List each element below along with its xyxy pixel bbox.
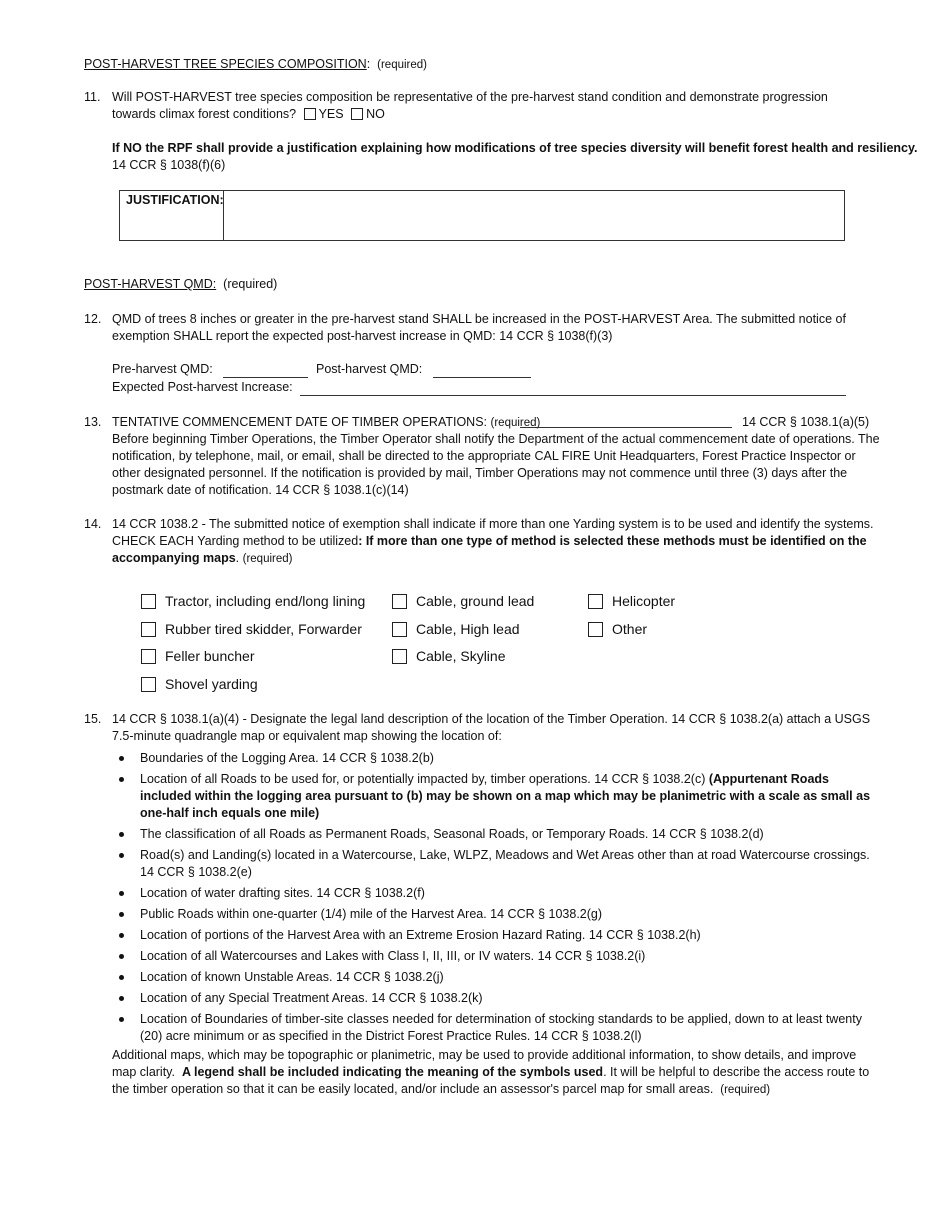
qmd-required: (required) xyxy=(223,277,278,291)
q13-citation: 14 CCR § 1038.1(a)(5) xyxy=(742,415,870,429)
q13-text: Before beginning Timber Operations, the Timber Operator shall notify the Department of the actual commencement date of operations. The notification, by telephone, mail, or email, shall be directed to the appropriate CAL FIRE Unit Headquarters, Forest Practice Inspector or other designated personnel. If the notification is provided by mail, Timber Operations may not commence until three (3) days after the postmark date of notification. 14 CCR § 1038.1(c)(14) xyxy=(112,432,880,497)
question-14 xyxy=(84,516,874,568)
method-other-label: Other xyxy=(612,621,648,637)
qmd-heading xyxy=(84,277,277,291)
q13-title: TENTATIVE COMMENCEMENT DATE OF TIMBER OPERATIONS: xyxy=(112,415,488,429)
post-harvest-qmd-label: Post-harvest QMD: xyxy=(316,362,423,376)
q12-text: QMD of trees 8 inches or greater in the pre-harvest stand SHALL be increased in the POST-HARVEST Area. The submitted notice of exemption SHALL report the expected post-harvest increase in QMD: 14 CCR § 1038(f)(3) xyxy=(112,312,846,343)
method-shovel-yarding-label: Shovel yarding xyxy=(165,676,258,692)
method-helicopter-checkbox[interactable] xyxy=(588,594,603,609)
question-11 xyxy=(84,89,874,123)
expected-increase-label: Expected Post-harvest Increase: xyxy=(112,380,293,394)
list-item: Boundaries of the Logging Area. 14 CCR § 1038.2(b) xyxy=(112,750,874,767)
justification-label: JUSTIFICATION: xyxy=(120,191,224,240)
list-item-text: Location of all Roads to be used for, or potentially impacted by, timber operations. 14 CCR § 1038.2(c) xyxy=(140,772,706,786)
q14-check-lead: CHECK EACH Yarding method to be utilized xyxy=(112,534,359,548)
list-item xyxy=(112,771,874,822)
method-helicopter-label: Helicopter xyxy=(612,593,676,609)
method-shovel-yarding-checkbox[interactable] xyxy=(141,677,156,692)
question-12 xyxy=(84,311,874,345)
method-feller-buncher-checkbox[interactable] xyxy=(141,649,156,664)
q14-check-tail: . xyxy=(235,551,240,565)
post-harvest-qmd-field[interactable] xyxy=(433,377,531,378)
method-cable-skyline-label: Cable, Skyline xyxy=(416,648,506,664)
method-cable-high-lead-checkbox[interactable] xyxy=(392,622,407,637)
list-item: Road(s) and Landing(s) located in a Watercourse, Lake, WLPZ, Meadows and Wet Areas other than at road Watercourse crossings. 14 CCR § 1038.2(e) xyxy=(112,847,874,881)
method-cable-high-lead-label: Cable, High lead xyxy=(416,621,520,637)
justification-box xyxy=(119,190,845,241)
method-feller-buncher-label: Feller buncher xyxy=(165,648,255,664)
q14-required: (required) xyxy=(242,553,293,565)
composition-required: (required) xyxy=(377,59,427,71)
q15-text: 14 CCR § 1038.1(a)(4) - Designate the legal land description of the location of the Timber Operation. 14 CCR § 1038.2(a) attach a USGS 7.5-minute quadrangle map or equivalent map showing the location of: xyxy=(112,712,871,743)
q14-check-bold: : If more than one type of method is selected these methods must be identified on the accompanying maps xyxy=(112,534,867,565)
additional-maps-lead: Additional maps, which may be topographic or planimetric, may be used to provide additional information, to show details, and improve map clarity. xyxy=(112,1048,857,1079)
q14-text: 14 CCR 1038.2 - The submitted notice of exemption shall indicate if more than one Yarding system is to be used and identify the systems. xyxy=(112,517,874,531)
composition-heading xyxy=(84,57,427,71)
pre-harvest-qmd-label: Pre-harvest QMD: xyxy=(112,362,213,376)
list-item: Location of any Special Treatment Areas. 14 CCR § 1038.2(k) xyxy=(112,990,874,1007)
q13-number: 13. xyxy=(84,415,102,429)
method-tractor-label: Tractor, including end/long lining xyxy=(165,593,366,609)
q15-bullet-list xyxy=(112,750,874,1045)
commencement-date-field[interactable] xyxy=(520,427,732,428)
composition-colon: : xyxy=(366,57,371,71)
justification-input[interactable] xyxy=(225,191,844,240)
method-cable-ground-lead-checkbox[interactable] xyxy=(392,594,407,609)
q13-required: (required) xyxy=(490,417,541,429)
q15-number: 15. xyxy=(84,712,102,726)
q11-yes-label: YES xyxy=(318,107,344,121)
list-item: The classification of all Roads as Permanent Roads, Seasonal Roads, or Temporary Roads. 14 CCR § 1038.2(d) xyxy=(112,826,874,843)
question-13 xyxy=(84,414,884,499)
list-item: Location of Boundaries of timber-site classes needed for determination of stocking standards to be applied, down to at least twenty (20) acre minimum or as specified in the District Forest Practice Rules. 14 CCR § 1038.2(l) xyxy=(112,1011,874,1045)
method-rubber-tired-skidder-checkbox[interactable] xyxy=(141,622,156,637)
list-item: Location of water drafting sites. 14 CCR § 1038.2(f) xyxy=(112,885,874,902)
q11-citation: 14 CCR § 1038(f)(6) xyxy=(112,158,226,172)
list-item: Location of portions of the Harvest Area with an Extreme Erosion Hazard Rating. 14 CCR § 1038.2(h) xyxy=(112,927,874,944)
method-cable-skyline-checkbox[interactable] xyxy=(392,649,407,664)
q11-bold-note: If NO the RPF shall provide a justification explaining how modifications of tree species diversity will benefit forest health and resiliency. xyxy=(112,141,918,155)
method-cable-ground-lead-label: Cable, ground lead xyxy=(416,593,535,609)
q11-number: 11. xyxy=(84,90,101,104)
legend-requirement: A legend shall be included indicating the meaning of the symbols used xyxy=(181,1065,604,1079)
list-item: Location of all Watercourses and Lakes with Class I, II, III, or IV waters. 14 CCR § 1038.2(i) xyxy=(112,948,874,965)
q11-no-label: NO xyxy=(366,107,385,121)
q11-yes-checkbox[interactable] xyxy=(304,108,316,120)
method-other-checkbox[interactable] xyxy=(588,622,603,637)
additional-maps-tail: . It will be helpful to describe the access route to the timber operation so that it can be easily located, and/or include an assessor's parcel map for small areas. xyxy=(112,1065,870,1096)
q15-required: (required) xyxy=(720,1084,771,1096)
qmd-title: POST-HARVEST QMD: xyxy=(84,277,217,291)
list-item: Public Roads within one-quarter (1/4) mile of the Harvest Area. 14 CCR § 1038.2(g) xyxy=(112,906,874,923)
expected-increase-field[interactable] xyxy=(300,395,846,396)
q11-no-checkbox[interactable] xyxy=(351,108,363,120)
method-tractor-checkbox[interactable] xyxy=(141,594,156,609)
composition-title: POST-HARVEST TREE SPECIES COMPOSITION xyxy=(84,57,367,71)
q11-note xyxy=(84,140,918,174)
additional-maps-paragraph xyxy=(112,1047,874,1099)
pre-harvest-qmd-field[interactable] xyxy=(223,377,308,378)
list-item: Location of known Unstable Areas. 14 CCR § 1038.2(j) xyxy=(112,969,874,986)
method-rubber-tired-skidder-label: Rubber tired skidder, Forwarder xyxy=(165,621,362,637)
question-15 xyxy=(84,711,874,1099)
q12-number: 12. xyxy=(84,312,102,326)
q14-number: 14. xyxy=(84,517,102,531)
appurtenant-roads-note: (Appurtenant Roads included within the logging area pursuant to (b) may be shown on a map which may be planimetric with a scale as small as one-half inch equals one mile) xyxy=(140,772,871,820)
q11-text: Will POST-HARVEST tree species composition be representative of the pre-harvest stand condition and demonstrate progression towards climax forest conditions? xyxy=(112,90,828,121)
